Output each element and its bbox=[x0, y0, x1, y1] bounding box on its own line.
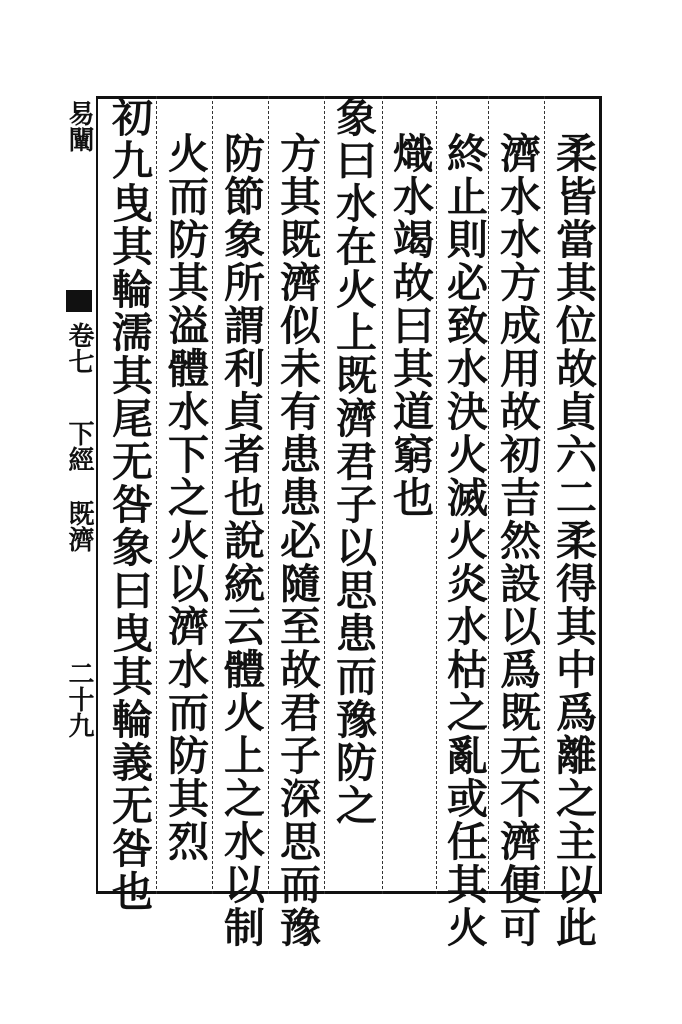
text-column-5: 象曰水在火上既濟君子以思患而豫防之 bbox=[329, 96, 377, 827]
text-column-1: 柔皆當其位故貞六二柔得其中爲離之主以此 bbox=[549, 132, 597, 949]
edge-page-number: 二十九 bbox=[64, 660, 94, 738]
column-rule bbox=[488, 96, 489, 894]
edge-hexagram: 既濟 bbox=[64, 500, 94, 552]
edge-section: 下經 bbox=[64, 420, 94, 472]
text-column-8: 火而防其溢體水下之火以濟水而防其烈 bbox=[161, 132, 209, 863]
column-rule bbox=[212, 96, 213, 894]
column-rule bbox=[382, 96, 383, 894]
text-column-6: 方其既濟似未有患患必隨至故君子深思而豫 bbox=[273, 132, 321, 949]
column-rule bbox=[324, 96, 325, 894]
column-rule bbox=[268, 96, 269, 894]
text-column-9: 初九曳其輪濡其尾无咎象曰曳其輪義无咎也 bbox=[105, 96, 153, 913]
edge-book-title: 易闡 bbox=[64, 100, 94, 152]
fish-tail-mark bbox=[66, 290, 92, 312]
text-column-3: 終止則必致水決火滅火炎水枯之亂或任其火 bbox=[440, 132, 488, 949]
column-rule bbox=[436, 96, 437, 894]
column-rule bbox=[544, 96, 545, 894]
edge-volume: 卷七 bbox=[64, 322, 94, 374]
column-rule bbox=[156, 96, 157, 894]
text-column-7: 防節象所謂利貞者也說統云體火上之水以制 bbox=[217, 132, 265, 949]
text-column-2: 濟水水方成用故初吉然設以爲既无不濟便可 bbox=[493, 132, 541, 949]
text-column-4: 熾水竭故曰其道窮也 bbox=[386, 132, 434, 519]
